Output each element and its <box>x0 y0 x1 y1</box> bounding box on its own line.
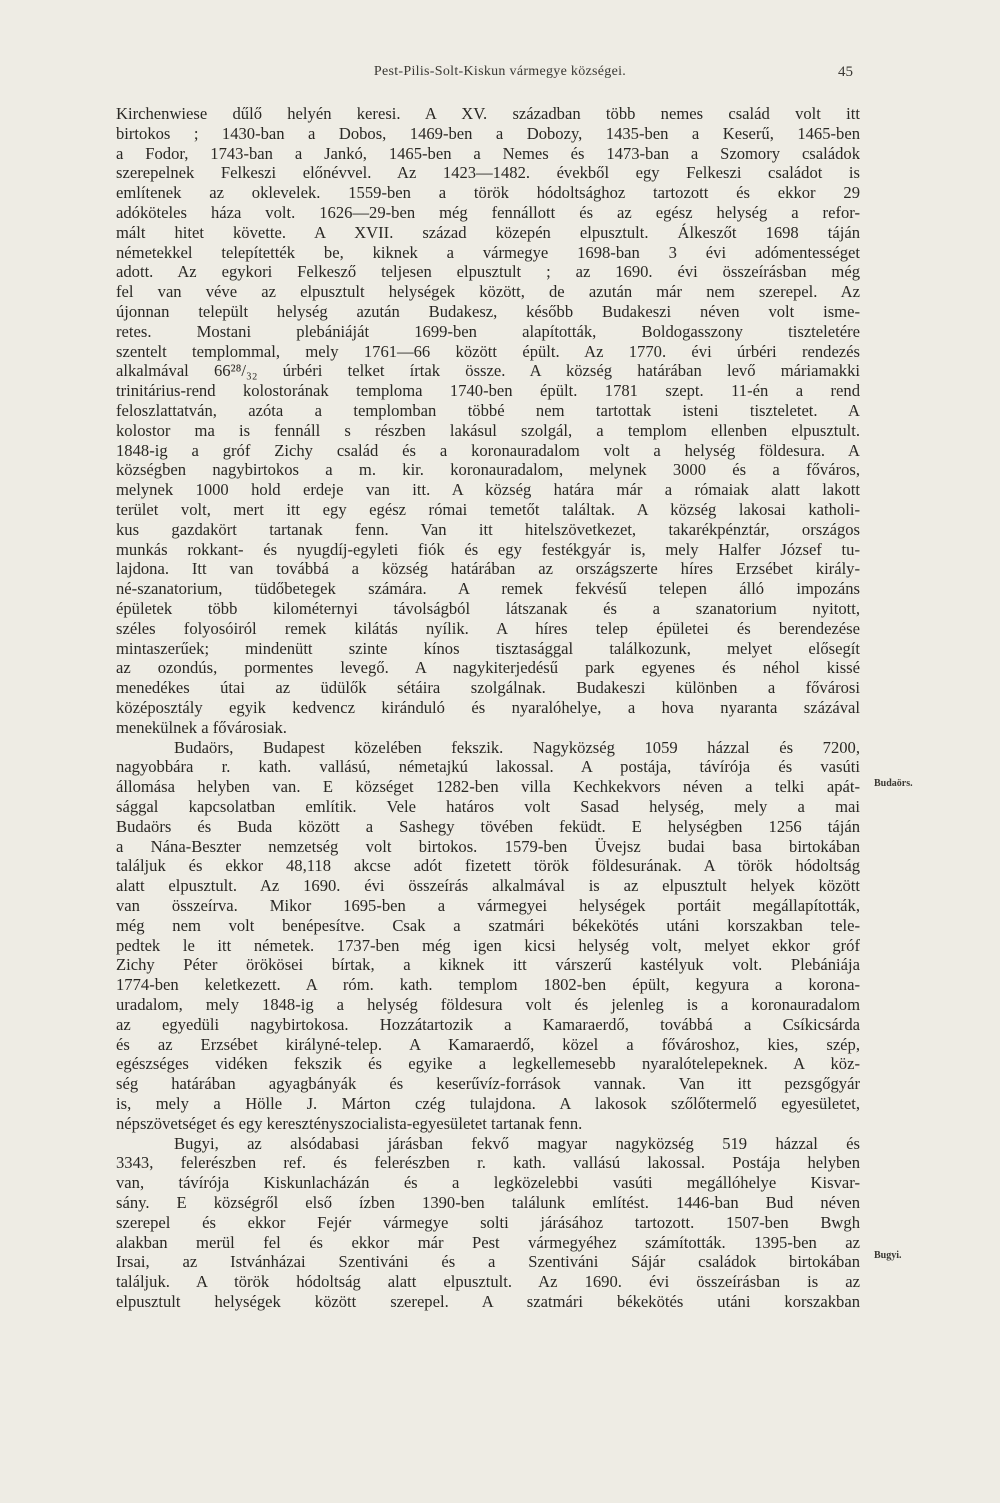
text-line: sággal kapcsolatban említik. Vele határos volt Sasad helység, mely a mai <box>116 797 860 816</box>
text-line: trinitárius-rend kolostorának temploma 1740-ben épült. 1781 szept. 11-én a rend <box>116 381 860 401</box>
text-line: Budaörs és Buda között a Sashegy tövében feküdt. E helységben 1256 táján <box>116 816 860 836</box>
text-line: menekülnek a fővárosiak. <box>116 717 287 737</box>
margin-note-bugyi: Bugyi. <box>874 1250 902 1261</box>
text-line: is, mely a Hölle J. Márton czég tulajdona. A lakosok szőlőtermelő egyesületet, <box>116 1094 860 1113</box>
text-line: 1848-ig a gróf Zichy család és a koronauradalom volt a helység földesura. A <box>116 440 860 460</box>
text-line: találjuk. A török hódoltság alatt elpusztult. Az 1690. évi összeírásban is az <box>116 1272 860 1292</box>
text-line: né-szanatorium, tüdőbetegek számára. A remek fekvésű telepen álló impozáns <box>116 579 860 599</box>
text-line: mintaszerűek; mindenütt szinte kínos tisztasággal találkozunk, melyet elősegít <box>116 638 860 658</box>
text-line: van összeírva. Mikor 1695-ben a vármegyei helységek portáit megállapították, <box>116 896 860 915</box>
text-line: sány. E községről első ízben 1390-ben találunk említést. 1446-ban Bud néven <box>116 1193 860 1212</box>
text-line: és az Erzsébet királyné-telep. A Kamaraerdő, közel a fővároshoz, kies, szép, <box>116 1034 860 1054</box>
text-line: középosztály egyik kedvencz kiránduló és nyaralóhelye, a hova nyaranta százával <box>116 698 860 717</box>
text-line: retes. Mostani plebániáját 1699-ben alapították, Boldogasszony tiszteletére <box>116 321 860 341</box>
text-line: munkás rokkant- és nyugdíj-egyleti fiók és egy festékgyár is, mely Halfer József tu- <box>116 539 860 559</box>
text-line: kus gazdakört tartanak fenn. Van itt hitelszövetkezet, takarékpénztár, országos <box>116 519 860 539</box>
page-number: 45 <box>838 64 853 80</box>
text-line: községben nagybirtokos a m. kir. koronauradalom, melynek 3000 és a főváros, <box>116 460 860 480</box>
text-line: széles folyosóiról remek kilátás nyílik. A híres telep épületei és berendezése <box>116 618 860 638</box>
text-line: uradalom, mely 1848-ig a helység földesura volt és jelenleg is a koronauradalom <box>116 995 860 1014</box>
text-line: lajdona. Itt van továbbá a község határában az országszerte híres Erzsébet király- <box>116 559 860 579</box>
text-line: Kirchenwiese dűlő helyén keresi. A XV. században több nemes család volt itt <box>116 104 860 123</box>
text-line: fel van véve az elpusztult helységek között, de azután már nem szerepel. Az <box>116 282 860 302</box>
text-line: 1774-ben keletkezett. A róm. kath. templom 1802-ben épült, kegyura a korona- <box>116 975 860 995</box>
text-line: a Nána-Beszter nemzetség volt birtokos. 1579-ben Üvejsz budai basa birtokában <box>116 836 860 856</box>
text-line: adott. Az egykori Felkesző teljesen elpusztult ; az 1690. évi összeírásban még <box>116 262 860 282</box>
text-line: menedékes útai az üdülők sétáira szolgálnak. Budakeszi különben a fővárosi <box>116 678 860 698</box>
text-line: Irsai, az Istvánházai Szentiváni és a Szentiváni Sájár családok birtokában <box>116 1252 860 1272</box>
text-line: terület volt, mert itt egy egész római temetőt találtak. A község lakosai katholi- <box>116 500 860 519</box>
text-line: feloszlattatván, azóta a templomban többé nem tartottak isteni tiszteletet. A <box>116 401 860 420</box>
text-line: szentelt templommal, mely 1761—66 között épült. Az 1770. évi úrbéri rendezés <box>116 341 860 361</box>
text-line: adóköteles háza volt. 1626—29-ben még fennállott és az egész helység a refor- <box>116 203 860 222</box>
text-line: alkalmával 66²⁸/₃₂ úrbéri telket írtak össze. A község határában levő máriamakki <box>116 361 860 381</box>
text-line: épületek több kilométernyi távolságból látszanak és a szanatorium nyitott, <box>116 599 860 618</box>
text-line: még nem volt benépesítve. Csak a szatmári békekötés utáni korszakban tele- <box>116 915 860 935</box>
text-line: találjuk és ekkor 48,118 akcse adót fizetett török földesurának. A török hódoltság <box>116 856 860 876</box>
text-line: alakban merül fel és ekkor már Pest vármegyéhez számították. 1395-ben az <box>116 1232 860 1252</box>
text-line: 3343, felerészben ref. és felerészben r. kath. vallású lakossal. Postája helyben <box>116 1153 860 1173</box>
text-line: Zichy Péter örökösei bírtak, a kiknek itt várszerű kastélyuk volt. Plebániája <box>116 955 860 975</box>
text-line: pedtek le itt németek. 1737-ben még igen kicsi helység volt, melyet ekkor gróf <box>116 935 860 955</box>
text-line: Budaörs, Budapest közelében fekszik. Nagyközség 1059 házzal és 7200, <box>174 737 860 757</box>
text-line: kolostor ma is fennáll s részben lakásul szolgál, a templom ellenben elpusztult. <box>116 420 860 440</box>
text-line: ség határában agyagbányák és keserűvíz-források vannak. Van itt pezsgőgyár <box>116 1074 860 1094</box>
text-line: melynek 1000 hold erdeje van itt. A község határa már a rómaiak alatt lakott <box>116 480 860 500</box>
text-line: a Fodor, 1743-ban a Jankó, 1465-ben a Nemes és 1473-ban a Szomory családok <box>116 143 860 163</box>
text-line: elpusztult helységek között szerepel. A szatmári békekötés utáni korszakban <box>116 1292 860 1311</box>
margin-note-budaors: Budaörs. <box>874 778 913 789</box>
text-line: szerepel és ekkor Fejér vármegye solti járásához tartozott. 1507-ben Bwgh <box>116 1212 860 1232</box>
text-line: Bugyi, az alsódabasi járásban fekvő magyar nagyközség 519 házzal és <box>174 1133 860 1153</box>
text-line: van, távírója Kiskunlacházán és a legközelebbi vasúti megállóhelye Kisvar- <box>116 1173 860 1193</box>
page-header-title: Pest-Pilis-Solt-Kiskun vármegye községei. <box>373 64 627 79</box>
text-line: népszövetséget és egy keresztényszocialista-egyesületet tartanak fenn. <box>116 1113 583 1133</box>
text-line: nagyobbára r. kath. vallású, németajkú lakossal. A postája, távírója és vasúti <box>116 757 860 777</box>
text-line: állomása helyben van. E községet 1282-ben villa Kechkekvors néven a telki apát- <box>116 777 860 797</box>
text-line: németekkel telepítették be, kiknek a vármegye 1698-ban 3 évi adómentességet <box>116 242 860 262</box>
text-line: az ozondús, pormentes levegő. A nagykiterjedésű park egyenes és néhol kissé <box>116 658 860 678</box>
text-line: az egyedüli nagybirtokosa. Hozzátartozik a Kamaraerdő, továbbá a Csíkicsárda <box>116 1014 860 1034</box>
text-line: birtokos ; 1430-ban a Dobos, 1469-ben a Dobozy, 1435-ben a Keserű, 1465-ben <box>116 123 860 143</box>
text-line: mált hitet követte. A XVII. század közepén elpusztult. Álkeszőt 1698 táján <box>116 222 860 242</box>
text-line: újonnan települt helység azután Budakesz, később Budakeszi néven volt isme- <box>116 302 860 321</box>
text-line: alatt elpusztult. Az 1690. évi összeírás alkalmával is az elpusztult helyek között <box>116 876 860 896</box>
text-line: szerepelnek Felkeszi előnévvel. Az 1423—1482. évekből egy Felkeszi családot is <box>116 163 860 183</box>
text-line: említenek az oklevelek. 1559-ben a török hódoltsághoz tartozott és ekkor 29 <box>116 183 860 203</box>
text-line: egészséges vidéken fekszik és egyike a legkellemesebb nyaralótelepeknek. A köz- <box>116 1054 860 1074</box>
